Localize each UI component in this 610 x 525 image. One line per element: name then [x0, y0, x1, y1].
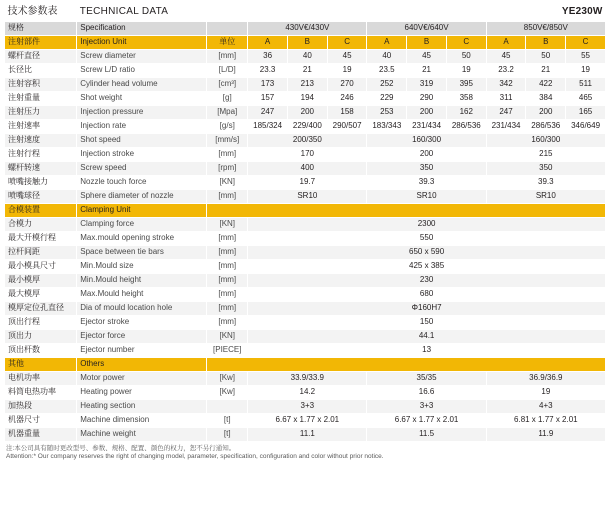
row-unit: [PIECE]: [207, 343, 248, 357]
row-unit: [KN]: [207, 217, 248, 231]
row-unit: [mm]: [207, 147, 248, 161]
row-value-group-2: 160/300: [367, 133, 486, 147]
table-row: [5, 175, 606, 189]
row-label-cn: 最大开模行程: [5, 231, 77, 245]
row-value-2: 200: [287, 105, 327, 119]
row-label-en: Ejector number: [77, 343, 207, 357]
section-band-2: [5, 203, 606, 217]
table-row: [5, 385, 606, 399]
row-value-7: 247: [486, 105, 526, 119]
page-title-en: TECHNICAL DATA: [77, 4, 327, 21]
row-value-2: 229/400: [287, 119, 327, 133]
row-value-4: 252: [367, 77, 407, 91]
row-label-cn: 顶出力: [5, 329, 77, 343]
column-sub-3: C: [327, 35, 367, 49]
table-row: [5, 161, 606, 175]
row-value-group-3: 11.9: [486, 427, 605, 441]
row-value-full: 230: [248, 273, 606, 287]
row-value-9: 511: [566, 77, 606, 91]
row-label-en: Cylinder head volume: [77, 77, 207, 91]
row-value-group-1: 400: [248, 161, 367, 175]
row-label-en: Screw diameter: [77, 49, 207, 63]
row-value-4: 229: [367, 91, 407, 105]
row-value-group-2: 35/35: [367, 371, 486, 385]
row-value-4: 183/343: [367, 119, 407, 133]
row-value-group-3: 6.81 x 1.77 x 2.01: [486, 413, 605, 427]
row-value-3: 270: [327, 77, 367, 91]
table-row: [5, 413, 606, 427]
row-value-1: 173: [248, 77, 288, 91]
row-unit: [rpm]: [207, 161, 248, 175]
row-label-en: Max.mould opening stroke: [77, 231, 207, 245]
section-band-3: [5, 357, 606, 371]
row-value-8: 286/536: [526, 119, 566, 133]
row-label-cn: 料筒电热功率: [5, 385, 77, 399]
row-value-group-1: 33.9/33.9: [248, 371, 367, 385]
column-sub-9: C: [566, 35, 606, 49]
row-unit: [mm]: [207, 259, 248, 273]
row-label-cn: 最大模厚: [5, 287, 77, 301]
row-value-3: 290/507: [327, 119, 367, 133]
table-row: [5, 217, 606, 231]
table-row: [5, 399, 606, 413]
row-value-group-3: 39.3: [486, 175, 605, 189]
page-title-cn: 技术参数表: [5, 4, 77, 21]
row-unit: [g]: [207, 91, 248, 105]
table-row: [5, 63, 606, 77]
column-group-row: [5, 21, 606, 35]
row-value-full: 550: [248, 231, 606, 245]
table-row: [5, 329, 606, 343]
table-row: [5, 105, 606, 119]
footer-note-cn: 注:本公司具有随时更改型号、参数、规格、配置、颜色的权力，恕不另行通知。: [6, 444, 236, 452]
row-value-group-1: 170: [248, 147, 367, 161]
column-group-3: 850V€/850V: [486, 21, 605, 35]
row-unit: [mm]: [207, 287, 248, 301]
row-label-cn: 注射压力: [5, 105, 77, 119]
row-value-6: 358: [446, 91, 486, 105]
table-row: [5, 49, 606, 63]
row-value-7: 231/434: [486, 119, 526, 133]
row-value-full: 13: [248, 343, 606, 357]
table-row: [5, 189, 606, 203]
row-label-en: Clamping force: [77, 217, 207, 231]
row-unit: [t]: [207, 413, 248, 427]
section-band-en-2: Clamping Unit: [77, 203, 207, 217]
row-value-group-1: 6.67 x 1.77 x 2.01: [248, 413, 367, 427]
row-value-1: 23.3: [248, 63, 288, 77]
table-row: [5, 147, 606, 161]
row-label-en: Shot speed: [77, 133, 207, 147]
row-value-8: 21: [526, 63, 566, 77]
row-value-6: 162: [446, 105, 486, 119]
row-value-9: 19: [566, 63, 606, 77]
row-value-1: 157: [248, 91, 288, 105]
row-unit: [mm]: [207, 273, 248, 287]
row-unit: [t]: [207, 427, 248, 441]
table-row: [5, 77, 606, 91]
table-row: [5, 315, 606, 329]
row-value-5: 45: [407, 49, 447, 63]
section-band-unit-2: [207, 203, 606, 217]
row-value-8: 422: [526, 77, 566, 91]
row-unit: [207, 399, 248, 413]
row-unit: [mm]: [207, 301, 248, 315]
row-label-en: Heating section: [77, 399, 207, 413]
row-value-group-1: SR10: [248, 189, 367, 203]
row-unit: [mm]: [207, 315, 248, 329]
col-unit-blank: [207, 21, 248, 35]
row-label-cn: 机器尺寸: [5, 413, 77, 427]
row-unit: [KN]: [207, 329, 248, 343]
sheet-title-row: [5, 4, 606, 21]
row-label-en: Nozzle touch force: [77, 175, 207, 189]
row-label-en: Screw L/D ratio: [77, 63, 207, 77]
row-label-cn: 注射行程: [5, 147, 77, 161]
row-value-2: 194: [287, 91, 327, 105]
row-value-group-2: 3+3: [367, 399, 486, 413]
row-value-5: 319: [407, 77, 447, 91]
column-sub-1: A: [248, 35, 288, 49]
table-row: [5, 245, 606, 259]
row-value-3: 45: [327, 49, 367, 63]
row-label-en: Injection stroke: [77, 147, 207, 161]
row-unit: [cm³]: [207, 77, 248, 91]
col-spec-en: Specification: [77, 21, 207, 35]
row-value-9: 55: [566, 49, 606, 63]
row-label-cn: 注射容积: [5, 77, 77, 91]
row-value-group-1: 11.1: [248, 427, 367, 441]
row-value-7: 23.2: [486, 63, 526, 77]
row-label-cn: 注射速度: [5, 133, 77, 147]
section-band-unit-3: [207, 357, 606, 371]
row-unit: [mm]: [207, 49, 248, 63]
row-value-group-3: 19: [486, 385, 605, 399]
table-row: [5, 427, 606, 441]
row-value-group-1: 200/350: [248, 133, 367, 147]
section-band-cn-3: 其他: [5, 357, 77, 371]
row-value-group-2: 11.5: [367, 427, 486, 441]
table-row: [5, 371, 606, 385]
row-value-2: 21: [287, 63, 327, 77]
row-value-9: 346/649: [566, 119, 606, 133]
row-label-en: Machine weight: [77, 427, 207, 441]
row-value-8: 384: [526, 91, 566, 105]
row-value-group-1: 14.2: [248, 385, 367, 399]
row-label-cn: 顶出行程: [5, 315, 77, 329]
table-row: [5, 301, 606, 315]
row-value-group-2: 16.6: [367, 385, 486, 399]
row-unit: [Kw]: [207, 371, 248, 385]
column-sub-8: B: [526, 35, 566, 49]
row-value-group-3: 160/300: [486, 133, 605, 147]
table-row: [5, 273, 606, 287]
row-label-en: Shot weight: [77, 91, 207, 105]
section-band-en-3: Others: [77, 357, 207, 371]
row-unit: [KN]: [207, 175, 248, 189]
row-value-5: 200: [407, 105, 447, 119]
row-value-6: 19: [446, 63, 486, 77]
row-value-3: 158: [327, 105, 367, 119]
row-label-cn: 机器重量: [5, 427, 77, 441]
row-value-9: 465: [566, 91, 606, 105]
row-value-1: 247: [248, 105, 288, 119]
row-value-4: 253: [367, 105, 407, 119]
row-label-cn: 注射重量: [5, 91, 77, 105]
row-label-en: Machine dimension: [77, 413, 207, 427]
column-group-2: 640V€/640V: [367, 21, 486, 35]
row-label-en: Space between tie bars: [77, 245, 207, 259]
column-group-1: 430V€/430V: [248, 21, 367, 35]
row-unit: [g/s]: [207, 119, 248, 133]
row-value-group-1: 19.7: [248, 175, 367, 189]
table-row: [5, 231, 606, 245]
row-label-cn: 拉杆间距: [5, 245, 77, 259]
table-row: [5, 343, 606, 357]
row-value-2: 213: [287, 77, 327, 91]
row-value-3: 246: [327, 91, 367, 105]
row-value-2: 40: [287, 49, 327, 63]
row-value-group-3: 350: [486, 161, 605, 175]
row-value-group-2: 6.67 x 1.77 x 2.01: [367, 413, 486, 427]
row-label-cn: 喷嘴球径: [5, 189, 77, 203]
row-label-cn: 注射速率: [5, 119, 77, 133]
column-sub-4: A: [367, 35, 407, 49]
row-label-cn: 最小模厚: [5, 273, 77, 287]
section-band-1: [5, 35, 606, 49]
row-value-group-2: 350: [367, 161, 486, 175]
row-value-6: 50: [446, 49, 486, 63]
row-value-7: 342: [486, 77, 526, 91]
column-sub-5: B: [407, 35, 447, 49]
row-value-group-3: 215: [486, 147, 605, 161]
column-sub-2: B: [287, 35, 327, 49]
row-value-full: 44.1: [248, 329, 606, 343]
row-label-en: Screw speed: [77, 161, 207, 175]
row-value-7: 45: [486, 49, 526, 63]
row-value-full: 680: [248, 287, 606, 301]
row-unit: [mm]: [207, 189, 248, 203]
row-value-group-2: 39.3: [367, 175, 486, 189]
row-value-group-1: 3+3: [248, 399, 367, 413]
column-sub-6: C: [446, 35, 486, 49]
row-label-cn: 螺杆直径: [5, 49, 77, 63]
row-label-en: Sphere diameter of nozzle: [77, 189, 207, 203]
row-value-8: 50: [526, 49, 566, 63]
row-value-5: 290: [407, 91, 447, 105]
row-value-4: 40: [367, 49, 407, 63]
row-label-cn: 长径比: [5, 63, 77, 77]
table-row: [5, 287, 606, 301]
row-unit: [mm]: [207, 245, 248, 259]
row-value-9: 165: [566, 105, 606, 119]
row-label-cn: 电机功率: [5, 371, 77, 385]
section-band-cn-1: 注射部件: [5, 35, 77, 49]
table-row: [5, 91, 606, 105]
row-unit: [mm/s]: [207, 133, 248, 147]
row-label-en: Min.Mould height: [77, 273, 207, 287]
row-label-cn: 合模力: [5, 217, 77, 231]
row-value-5: 21: [407, 63, 447, 77]
section-band-en-1: Injection Unit: [77, 35, 207, 49]
row-label-en: Min.Mould size: [77, 259, 207, 273]
technical-data-table: [4, 4, 606, 442]
row-label-en: Heating power: [77, 385, 207, 399]
row-value-full: 650 x 590: [248, 245, 606, 259]
row-value-7: 311: [486, 91, 526, 105]
table-row: [5, 119, 606, 133]
row-label-cn: 螺杆转速: [5, 161, 77, 175]
row-value-6: 395: [446, 77, 486, 91]
row-value-3: 19: [327, 63, 367, 77]
row-value-1: 185/324: [248, 119, 288, 133]
column-sub-7: A: [486, 35, 526, 49]
row-label-cn: 喷嘴接触力: [5, 175, 77, 189]
section-band-unit: 单位: [207, 35, 248, 49]
row-label-en: Max.Mould height: [77, 287, 207, 301]
row-label-cn: 模厚定位孔直径: [5, 301, 77, 315]
row-label-en: Dia of mould location hole: [77, 301, 207, 315]
table-row: [5, 133, 606, 147]
row-label-en: Motor power: [77, 371, 207, 385]
section-band-cn-2: 合模装置: [5, 203, 77, 217]
footer-note: [4, 442, 606, 462]
row-unit: [L/D]: [207, 63, 248, 77]
row-value-full: 425 x 385: [248, 259, 606, 273]
row-unit: [Mpa]: [207, 105, 248, 119]
row-label-en: Injection pressure: [77, 105, 207, 119]
row-value-full: 2300: [248, 217, 606, 231]
row-label-cn: 加热段: [5, 399, 77, 413]
row-value-full: Φ160H7: [248, 301, 606, 315]
row-value-group-3: SR10: [486, 189, 605, 203]
row-label-cn: 最小模具尺寸: [5, 259, 77, 273]
row-value-4: 23.5: [367, 63, 407, 77]
row-value-6: 286/536: [446, 119, 486, 133]
row-unit: [mm]: [207, 231, 248, 245]
row-unit: [Kw]: [207, 385, 248, 399]
row-value-group-2: SR10: [367, 189, 486, 203]
row-value-8: 200: [526, 105, 566, 119]
table-row: [5, 259, 606, 273]
row-label-en: Ejector stroke: [77, 315, 207, 329]
row-label-en: Ejector force: [77, 329, 207, 343]
row-label-en: Injection rate: [77, 119, 207, 133]
row-value-group-2: 200: [367, 147, 486, 161]
row-value-full: 150: [248, 315, 606, 329]
row-label-cn: 顶出杆数: [5, 343, 77, 357]
footer-note-en: Attention:* Our company reserves the right of changing model, parameter, specification, configuration and color without prior notice.: [6, 453, 384, 460]
row-value-5: 231/434: [407, 119, 447, 133]
machine-model: YE230W: [327, 4, 605, 21]
row-value-group-3: 36.9/36.9: [486, 371, 605, 385]
row-value-group-3: 4+3: [486, 399, 605, 413]
col-spec-cn: 规格: [5, 21, 77, 35]
row-value-1: 36: [248, 49, 288, 63]
